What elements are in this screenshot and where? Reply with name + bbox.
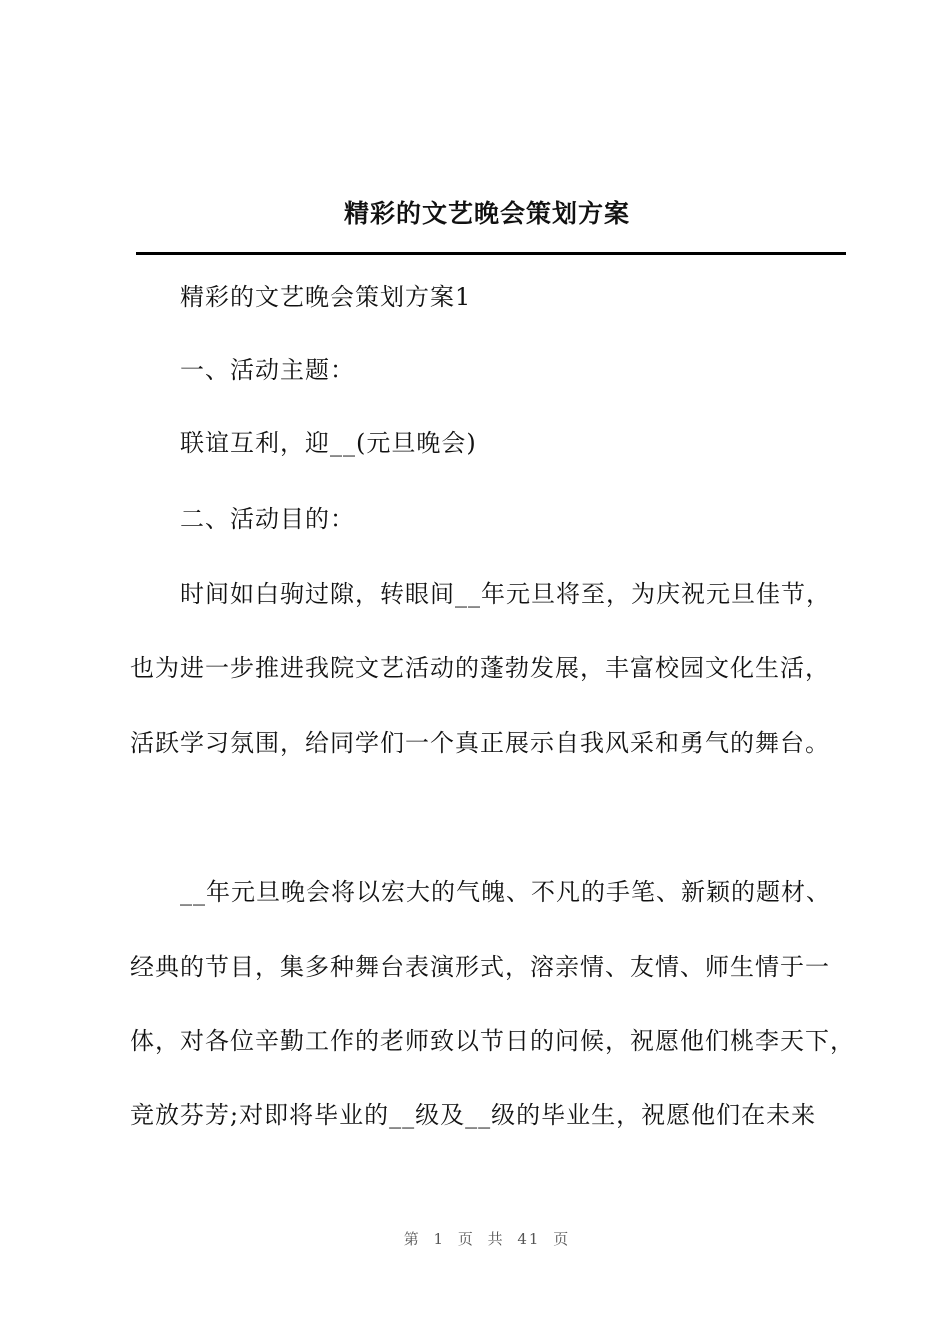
document-title: 精彩的文艺晚会策划方案: [343, 199, 630, 228]
paragraph-line: 也为进一步推进我院文艺活动的蓬勃发展，丰富校园文化生活，: [130, 654, 830, 682]
paragraph-line: 经典的节目，集多种舞台表演形式，溶亲情、友情、师生情于一: [130, 953, 830, 981]
paragraph-line: 联谊互利，迎__(元旦晚会): [180, 429, 477, 457]
paragraph-line: __年元旦晚会将以宏大的气魄、不凡的手笔、新颖的题材、: [180, 878, 831, 906]
paragraph-line: 时间如白驹过隙，转眼间__年元旦将至，为庆祝元旦佳节，: [180, 580, 831, 608]
page-number-footer: 第 1 页 共 41 页: [403, 1230, 571, 1248]
paragraph-line: 竞放芬芳;对即将毕业的__级及__级的毕业生，祝愿他们在未来: [130, 1101, 817, 1129]
section-heading: 精彩的文艺晚会策划方案1: [180, 283, 472, 311]
section-heading: 一、活动主题：: [180, 356, 355, 384]
paragraph-line: 体，对各位辛勤工作的老师致以节日的问候，祝愿他们桃李天下，: [130, 1027, 855, 1055]
paragraph-line: 活跃学习氛围，给同学们一个真正展示自我风采和勇气的舞台。: [130, 729, 830, 757]
title-divider: [136, 252, 846, 255]
section-heading: 二、活动目的：: [180, 505, 355, 533]
